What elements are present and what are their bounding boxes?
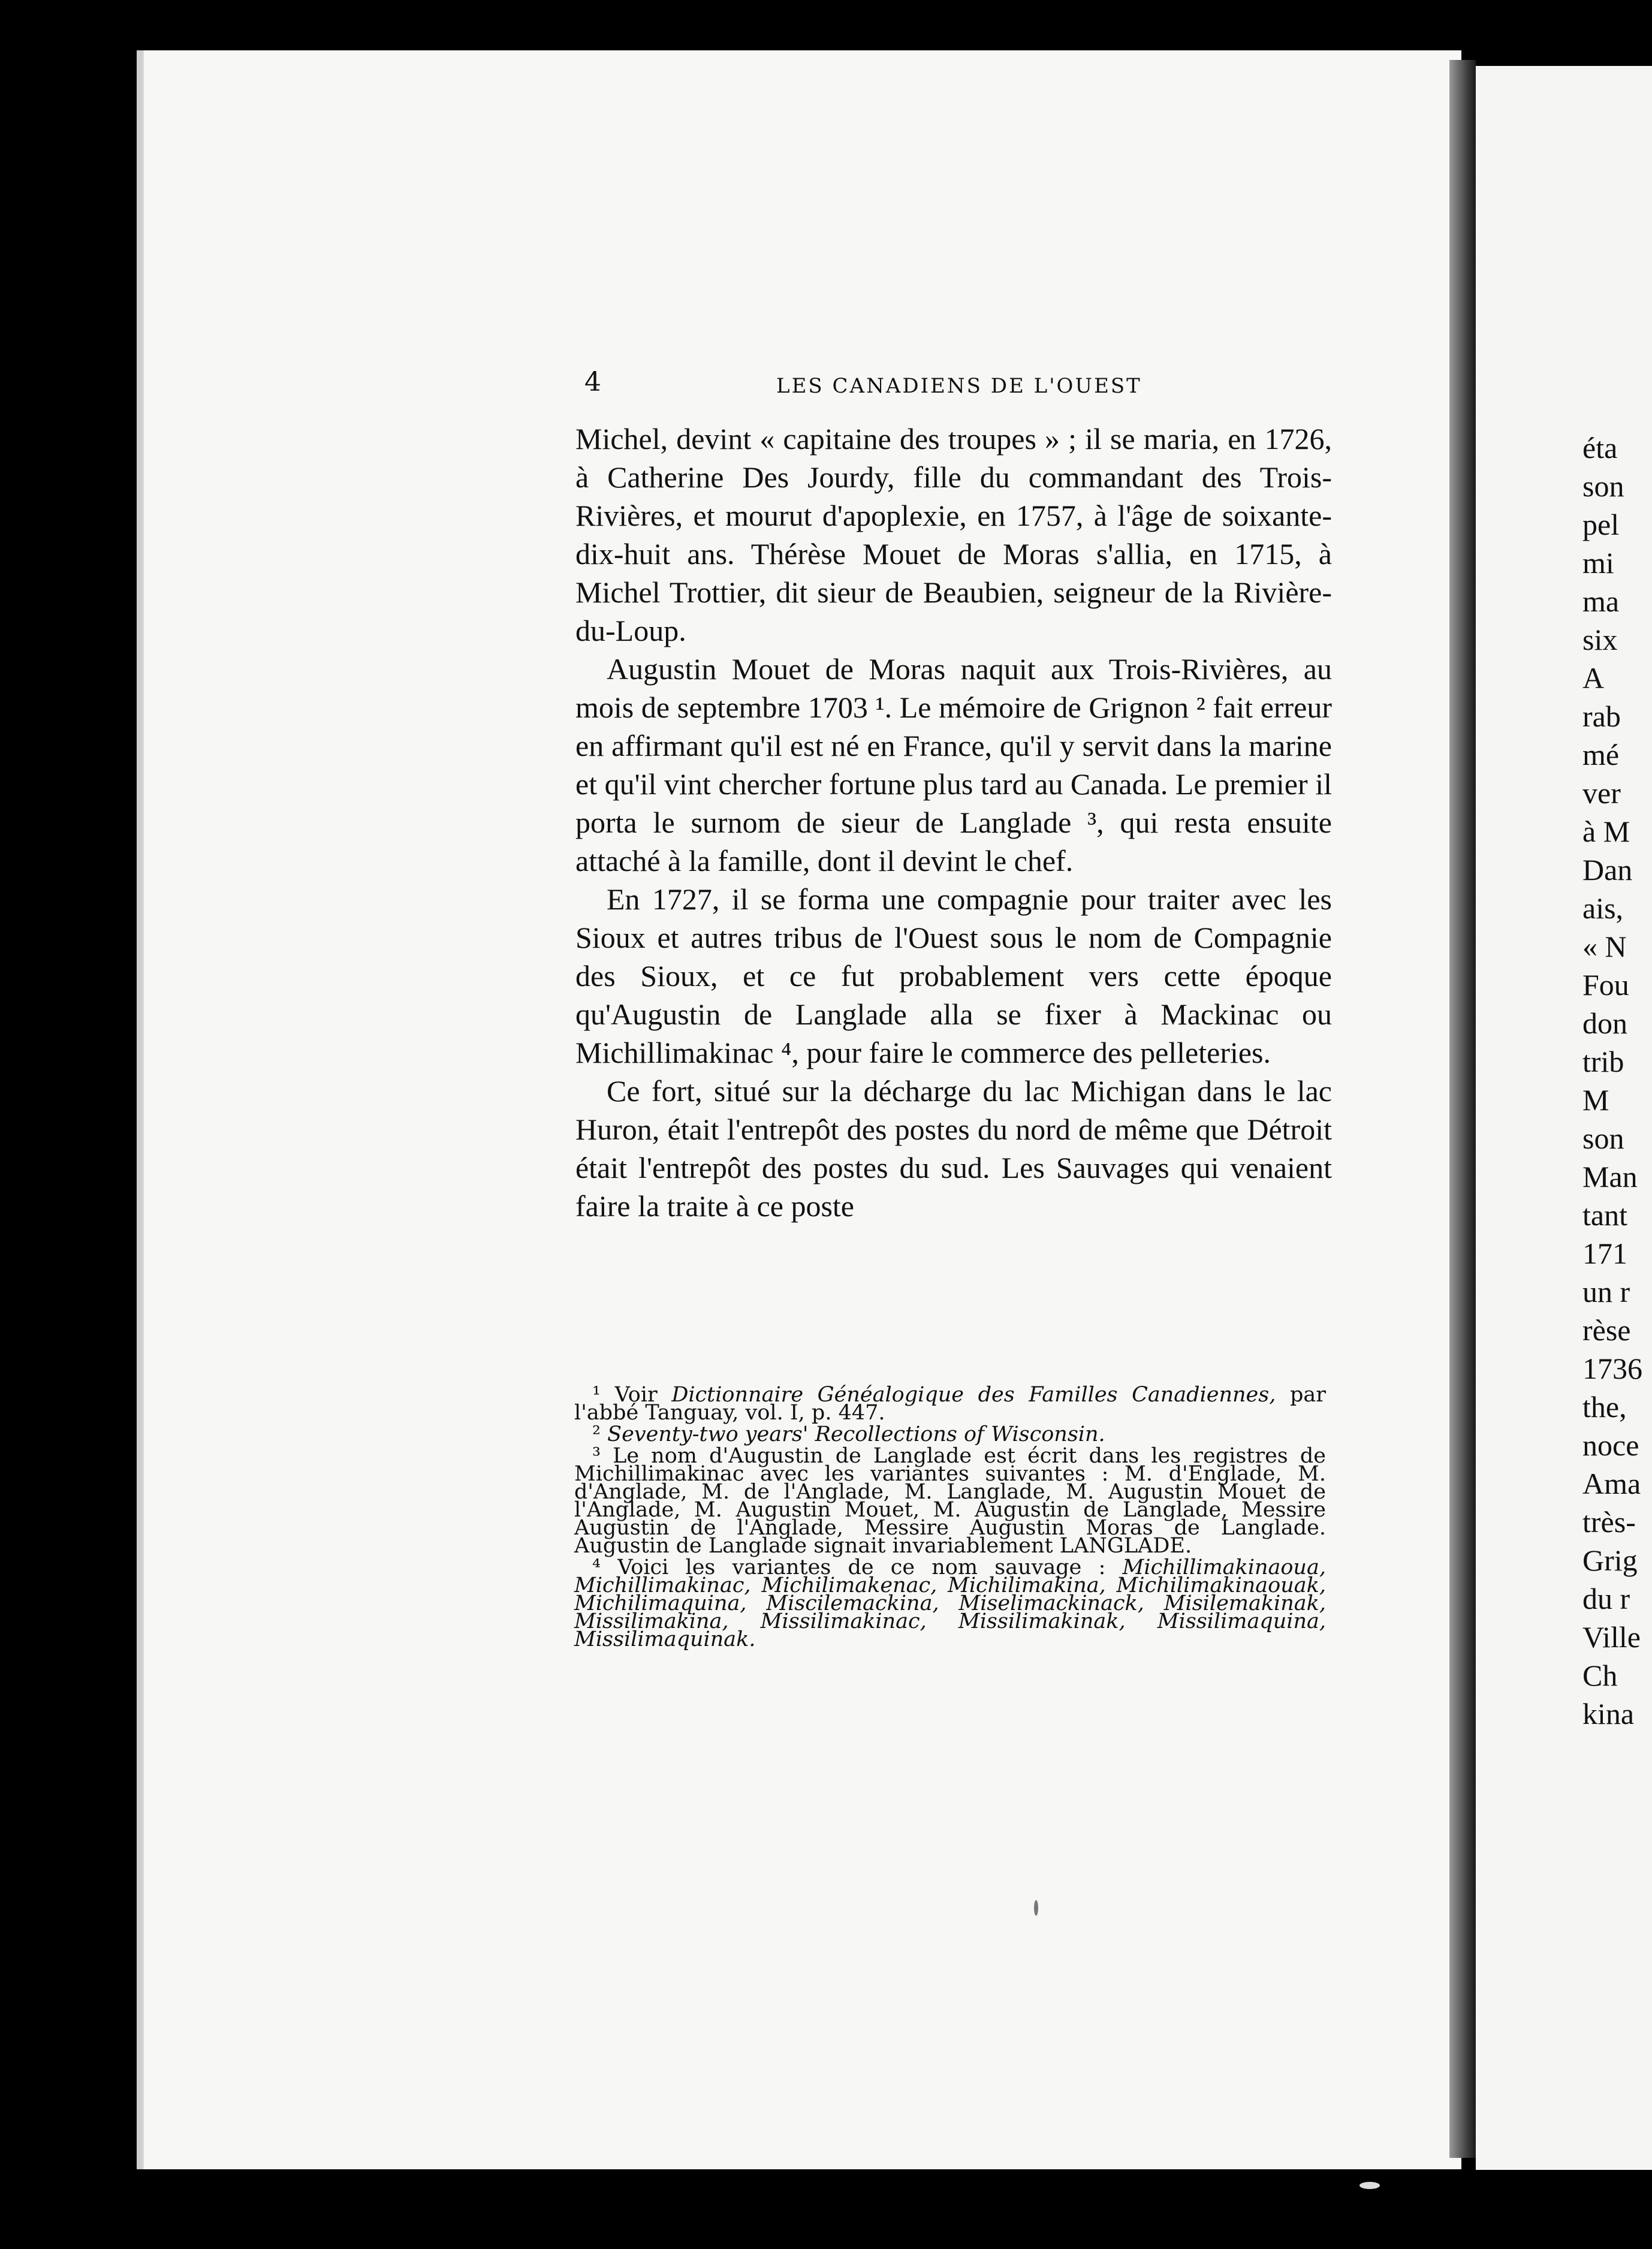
footnotes <box>574 1383 1326 1652</box>
right-page-line: mé <box>1582 738 1620 771</box>
right-page-line: Man <box>1582 1160 1638 1193</box>
right-page-line: 1736 <box>1582 1352 1642 1385</box>
right-page-line: mi <box>1582 546 1614 580</box>
right-page-line: rèse <box>1582 1313 1631 1347</box>
body-text <box>575 420 1332 1225</box>
right-page-line: Grig <box>1582 1543 1638 1577</box>
right-page-text <box>1582 429 1652 1733</box>
right-page-line: pel <box>1582 508 1620 541</box>
right-page-line: trib <box>1582 1045 1624 1078</box>
right-page-line: tant <box>1582 1198 1627 1232</box>
right-page-line: un r <box>1582 1275 1630 1309</box>
right-page-line: rab <box>1582 700 1621 733</box>
right-page-line: M <box>1582 1083 1609 1117</box>
book-gutter <box>1449 60 1476 2158</box>
footnote-3 <box>574 1444 1326 1558</box>
footnote-4-list: Michillimakinaoua, Michillimakinac, Michilimakenac, Michilimakina, Michilimakinaouak, Michilimaquina, Miscilemackina, Miselimackinack, Misilemakinak, Missilimakina, Missilimakinac, Missilimakinak, Missilimaquina, Missilimaquinak. <box>574 1555 1326 1651</box>
right-page-line: kina <box>1582 1697 1635 1731</box>
footnote-1-pre: Voir <box>614 1383 658 1407</box>
paragraph-3: En 1727, il se forma une compagnie pour traiter avec les Sioux et autres tribus de l'Ouest sous le nom de Compagnie des Sioux, et ce fut probablement vers cette époque qu'Augustin de Langlade alla se fixer à Mackinac ou Michillimakinac ⁴, pour faire le commerce des pelleteries. <box>575 882 1332 1069</box>
page-header <box>584 367 1334 403</box>
footnote-4-marker: ⁴ <box>592 1555 601 1579</box>
footnote-3-text: Le nom d'Augustin de Langlade est écrit dans les registres de Michillimakinac avec les variantes suivantes : M. d'Englade, M. d'Anglade, M. de l'Anglade, M. Langlade, M. Augustin Mouet de l'Anglade, M. Augustin Mouet, M. Augustin de Langlade, Messire Augustin de l'Anglade, Messire Augustin Moras de Langlade. Augustin de Langlade signait invariablement LANGLADE. <box>574 1444 1326 1558</box>
right-page-line: son <box>1582 1122 1624 1155</box>
footnote-1-post: par l'abbé Tanguay, vol. I, p. 447. <box>574 1383 1326 1425</box>
footnote-2 <box>574 1422 1326 1446</box>
right-page-line: son <box>1582 469 1624 503</box>
paragraph-1: Michel, devint « capitaine des troupes » ; il se maria, en 1726, à Catherine Des Jourdy, fille du commandant des Trois-Rivières, et mourut d'apoplexie, en 1757, à l'âge de soixante-dix-huit ans. Thérèse Mouet de Moras s'allia, en 1715, à Michel Trottier, dit sieur de Beaubien, seigneur de la Rivière-du-Loup. <box>575 422 1332 647</box>
right-page-line: ais, <box>1582 891 1624 925</box>
right-page-line: the, <box>1582 1390 1627 1424</box>
paragraph-4: Ce fort, situé sur la décharge du lac Michigan dans le lac Huron, était l'entrepôt des postes du nord de même que Détroit était l'entrepôt des postes du sud. Les Sauvages qui venaient faire la traite à ce poste <box>575 1074 1332 1223</box>
right-page-line: Ama <box>1582 1467 1641 1500</box>
footnote-3-marker: ³ <box>592 1444 601 1468</box>
right-page-line: du r <box>1582 1582 1630 1615</box>
right-page-line: six <box>1582 623 1618 656</box>
footnote-1 <box>574 1383 1326 1425</box>
right-page-line: Ch <box>1582 1659 1618 1692</box>
paragraph-2: Augustin Mouet de Moras naquit aux Trois-Rivières, au mois de septembre 1703 ¹. Le mémoire de Grignon ² fait erreur en affirmant qu'il est né en France, qu'il y servit dans la marine et qu'il vint chercher fortune plus tard au Canada. Le premier il porta le surnom de sieur de Langlade ³, qui resta ensuite attaché à la famille, dont il devint le chef. <box>575 652 1332 878</box>
right-page-line: A <box>1582 661 1605 695</box>
right-page-line: ma <box>1582 584 1620 618</box>
right-page-line: « N <box>1582 930 1627 963</box>
right-page-line: don <box>1582 1006 1627 1040</box>
footnote-1-marker: ¹ <box>592 1383 601 1407</box>
footnote-4-pre: Voici les variantes de ce nom sauvage : <box>617 1555 1106 1579</box>
right-page-line: 171 <box>1582 1237 1627 1270</box>
footnote-4 <box>574 1555 1326 1651</box>
right-page-line: ver <box>1582 776 1621 810</box>
right-page-line: Dan <box>1582 853 1633 887</box>
right-page-line: très- <box>1582 1505 1636 1539</box>
running-title: LES CANADIENS DE L'OUEST <box>776 374 1142 398</box>
page-speck <box>1034 1900 1038 1916</box>
footnote-2-marker: ² <box>592 1422 601 1446</box>
right-page-line: éta <box>1582 431 1618 465</box>
right-page-line: à M <box>1582 815 1630 848</box>
right-page-line: Ville <box>1582 1620 1641 1654</box>
page-number: 4 <box>584 367 601 397</box>
footnote-1-title: Dictionnaire Généalogique des Familles Canadiennes, <box>671 1383 1276 1407</box>
right-page-line: Fou <box>1582 968 1629 1002</box>
edge-speck <box>1359 2182 1380 2189</box>
right-page-line: noce <box>1582 1428 1639 1462</box>
footnote-2-title: Seventy-two years' Recollections of Wisconsin. <box>607 1422 1105 1446</box>
